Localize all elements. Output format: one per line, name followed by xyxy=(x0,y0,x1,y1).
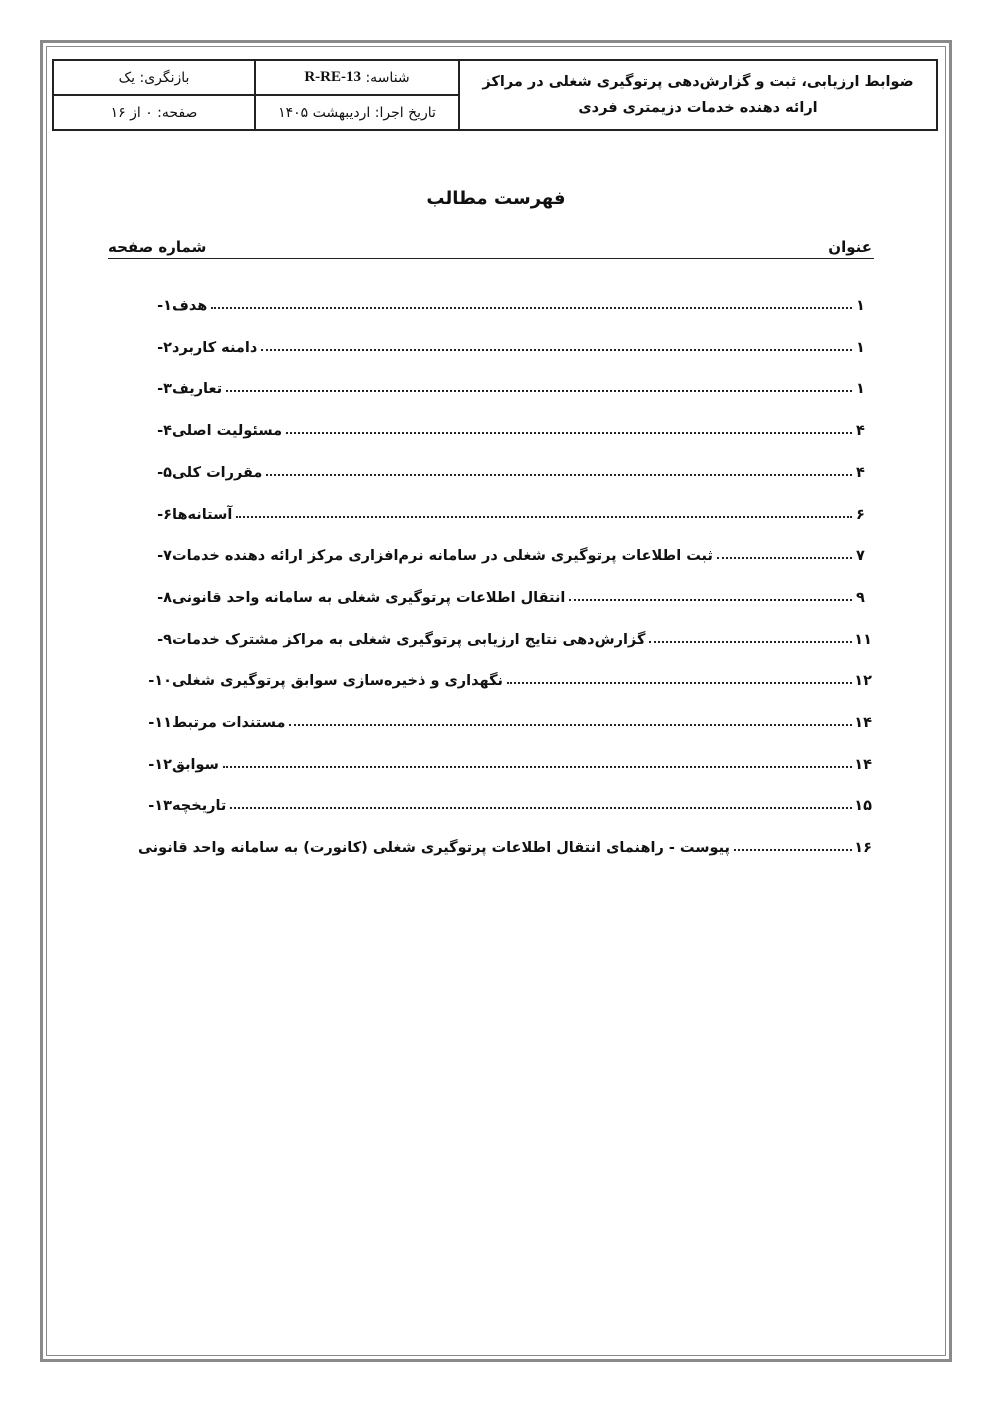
revision-label: بازنگری: یک xyxy=(118,69,190,86)
page-number: صفحه: ۰ از ۱۶ xyxy=(110,104,198,121)
toc-entry-title: پیوست - راهنمای انتقال اطلاعات پرتوگیری شغلی (کانورت) به سامانه واحد قانونی xyxy=(138,840,730,856)
toc-entry-title: سوابق xyxy=(172,757,219,773)
toc-entry-number: ۴- xyxy=(157,423,172,439)
toc-entry-page: ۱ xyxy=(856,381,865,397)
document-code-value: R-RE-13 xyxy=(304,69,362,85)
toc-entry[interactable] xyxy=(138,626,872,648)
toc-entry[interactable] xyxy=(138,751,872,773)
toc-dot-leader xyxy=(286,432,852,434)
toc-entry-title: مقررات کلی xyxy=(172,465,263,481)
toc-entry-page: ۱ xyxy=(856,298,865,314)
toc-dot-leader xyxy=(289,724,852,726)
toc-entry-page: ۱۴ xyxy=(854,715,872,731)
toc-entry[interactable] xyxy=(138,334,872,356)
toc-entry-number: ۸- xyxy=(157,590,172,606)
document-code-label: شناسه: xyxy=(365,69,410,86)
effective-date: تاریخ اجرا: اردیبهشت ۱۴۰۵ xyxy=(278,104,436,121)
document-title-line2: ارائه دهنده خدمات دزیمتری فردی xyxy=(578,100,818,116)
toc-entry-title: گزارش‌دهی نتایج ارزیابی پرتوگیری شغلی به مراکز مشترک خدمات xyxy=(172,632,646,648)
toc-entry-number: ۹- xyxy=(157,632,172,648)
toc-entry-title: نگهداری و ذخیره‌سازی سوابق پرتوگیری شغلی xyxy=(172,673,503,689)
toc-entry-number: ۱۱- xyxy=(148,715,172,731)
toc-entry-title: دامنه کاربرد xyxy=(172,340,258,356)
toc-entry-number: ۱۲- xyxy=(148,757,172,773)
toc-entry-number: ۷- xyxy=(157,548,172,564)
toc-entry-title: هدف xyxy=(172,298,208,314)
toc-column-title: عنوان xyxy=(828,238,872,256)
toc-entry-title: مسئولیت اصلی xyxy=(172,423,283,439)
toc-entry-number: ۱- xyxy=(157,298,172,314)
toc-entry-title: تعاریف xyxy=(172,381,223,397)
toc-entry-page: ۴ xyxy=(856,465,865,481)
toc-entry-title: ثبت اطلاعات پرتوگیری شغلی در سامانه نرم‌افزاری مرکز ارائه دهنده خدمات xyxy=(172,548,713,564)
toc-dot-leader xyxy=(211,307,852,309)
toc-heading: فهرست مطالب xyxy=(426,188,566,209)
toc-entry-number: ۱۰- xyxy=(148,673,172,689)
toc-entry[interactable] xyxy=(138,375,872,397)
toc-entry[interactable] xyxy=(138,459,872,481)
toc-dot-leader xyxy=(261,349,852,351)
toc-entry-number: ۵- xyxy=(157,465,172,481)
toc-entry-number: ۱۳- xyxy=(148,798,172,814)
toc-dot-leader xyxy=(266,474,852,476)
toc-entry[interactable] xyxy=(138,584,872,606)
toc-entry-number: ۳- xyxy=(157,381,172,397)
toc-entry-page: ۷ xyxy=(856,548,865,564)
document-title-line1: ضوابط ارزیابی، ثبت و گزارش‌دهی پرتوگیری شغلی در مراکز xyxy=(482,74,914,90)
toc-dot-leader xyxy=(649,641,852,643)
toc-dot-leader xyxy=(734,849,852,851)
toc-entry[interactable] xyxy=(138,542,872,564)
toc-entry-page: ۹ xyxy=(856,590,865,606)
toc-dot-leader xyxy=(717,557,852,559)
toc-dot-leader xyxy=(230,807,852,809)
toc-entry-page: ۱۲ xyxy=(854,673,872,689)
toc-entry-page: ۱ xyxy=(856,340,865,356)
toc-entry-page: ۴ xyxy=(856,423,865,439)
toc-column-page: شماره صفحه xyxy=(108,238,207,256)
toc-entry-page: ۱۱ xyxy=(854,632,872,648)
toc-entry[interactable] xyxy=(138,501,872,523)
toc-entry-page: ۶ xyxy=(856,507,865,523)
toc-entry[interactable] xyxy=(138,834,872,856)
toc-entry[interactable] xyxy=(138,792,872,814)
toc-entry-page: ۱۶ xyxy=(854,840,872,856)
toc-entry-title: انتقال اطلاعات پرتوگیری شغلی به سامانه واحد قانونی xyxy=(172,590,566,606)
toc-entry[interactable] xyxy=(138,709,872,731)
toc-dot-leader xyxy=(236,516,852,518)
toc-entry-title: آستانه‌ها xyxy=(172,507,233,523)
toc-entry-page: ۱۴ xyxy=(854,757,872,773)
toc-entry[interactable] xyxy=(138,417,872,439)
toc-entry[interactable] xyxy=(138,667,872,689)
toc-entry-number: ۲- xyxy=(157,340,172,356)
toc-entry-page: ۱۵ xyxy=(854,798,872,814)
toc-entry-title: مستندات مرتبط xyxy=(172,715,286,731)
toc-entry-number: ۶- xyxy=(157,507,172,523)
toc-dot-leader xyxy=(226,390,852,392)
toc-dot-leader xyxy=(569,599,852,601)
toc-entry[interactable] xyxy=(138,292,872,314)
toc-entry-title: تاریخچه xyxy=(172,798,227,814)
toc-dot-leader xyxy=(507,682,852,684)
toc-dot-leader xyxy=(223,766,852,768)
